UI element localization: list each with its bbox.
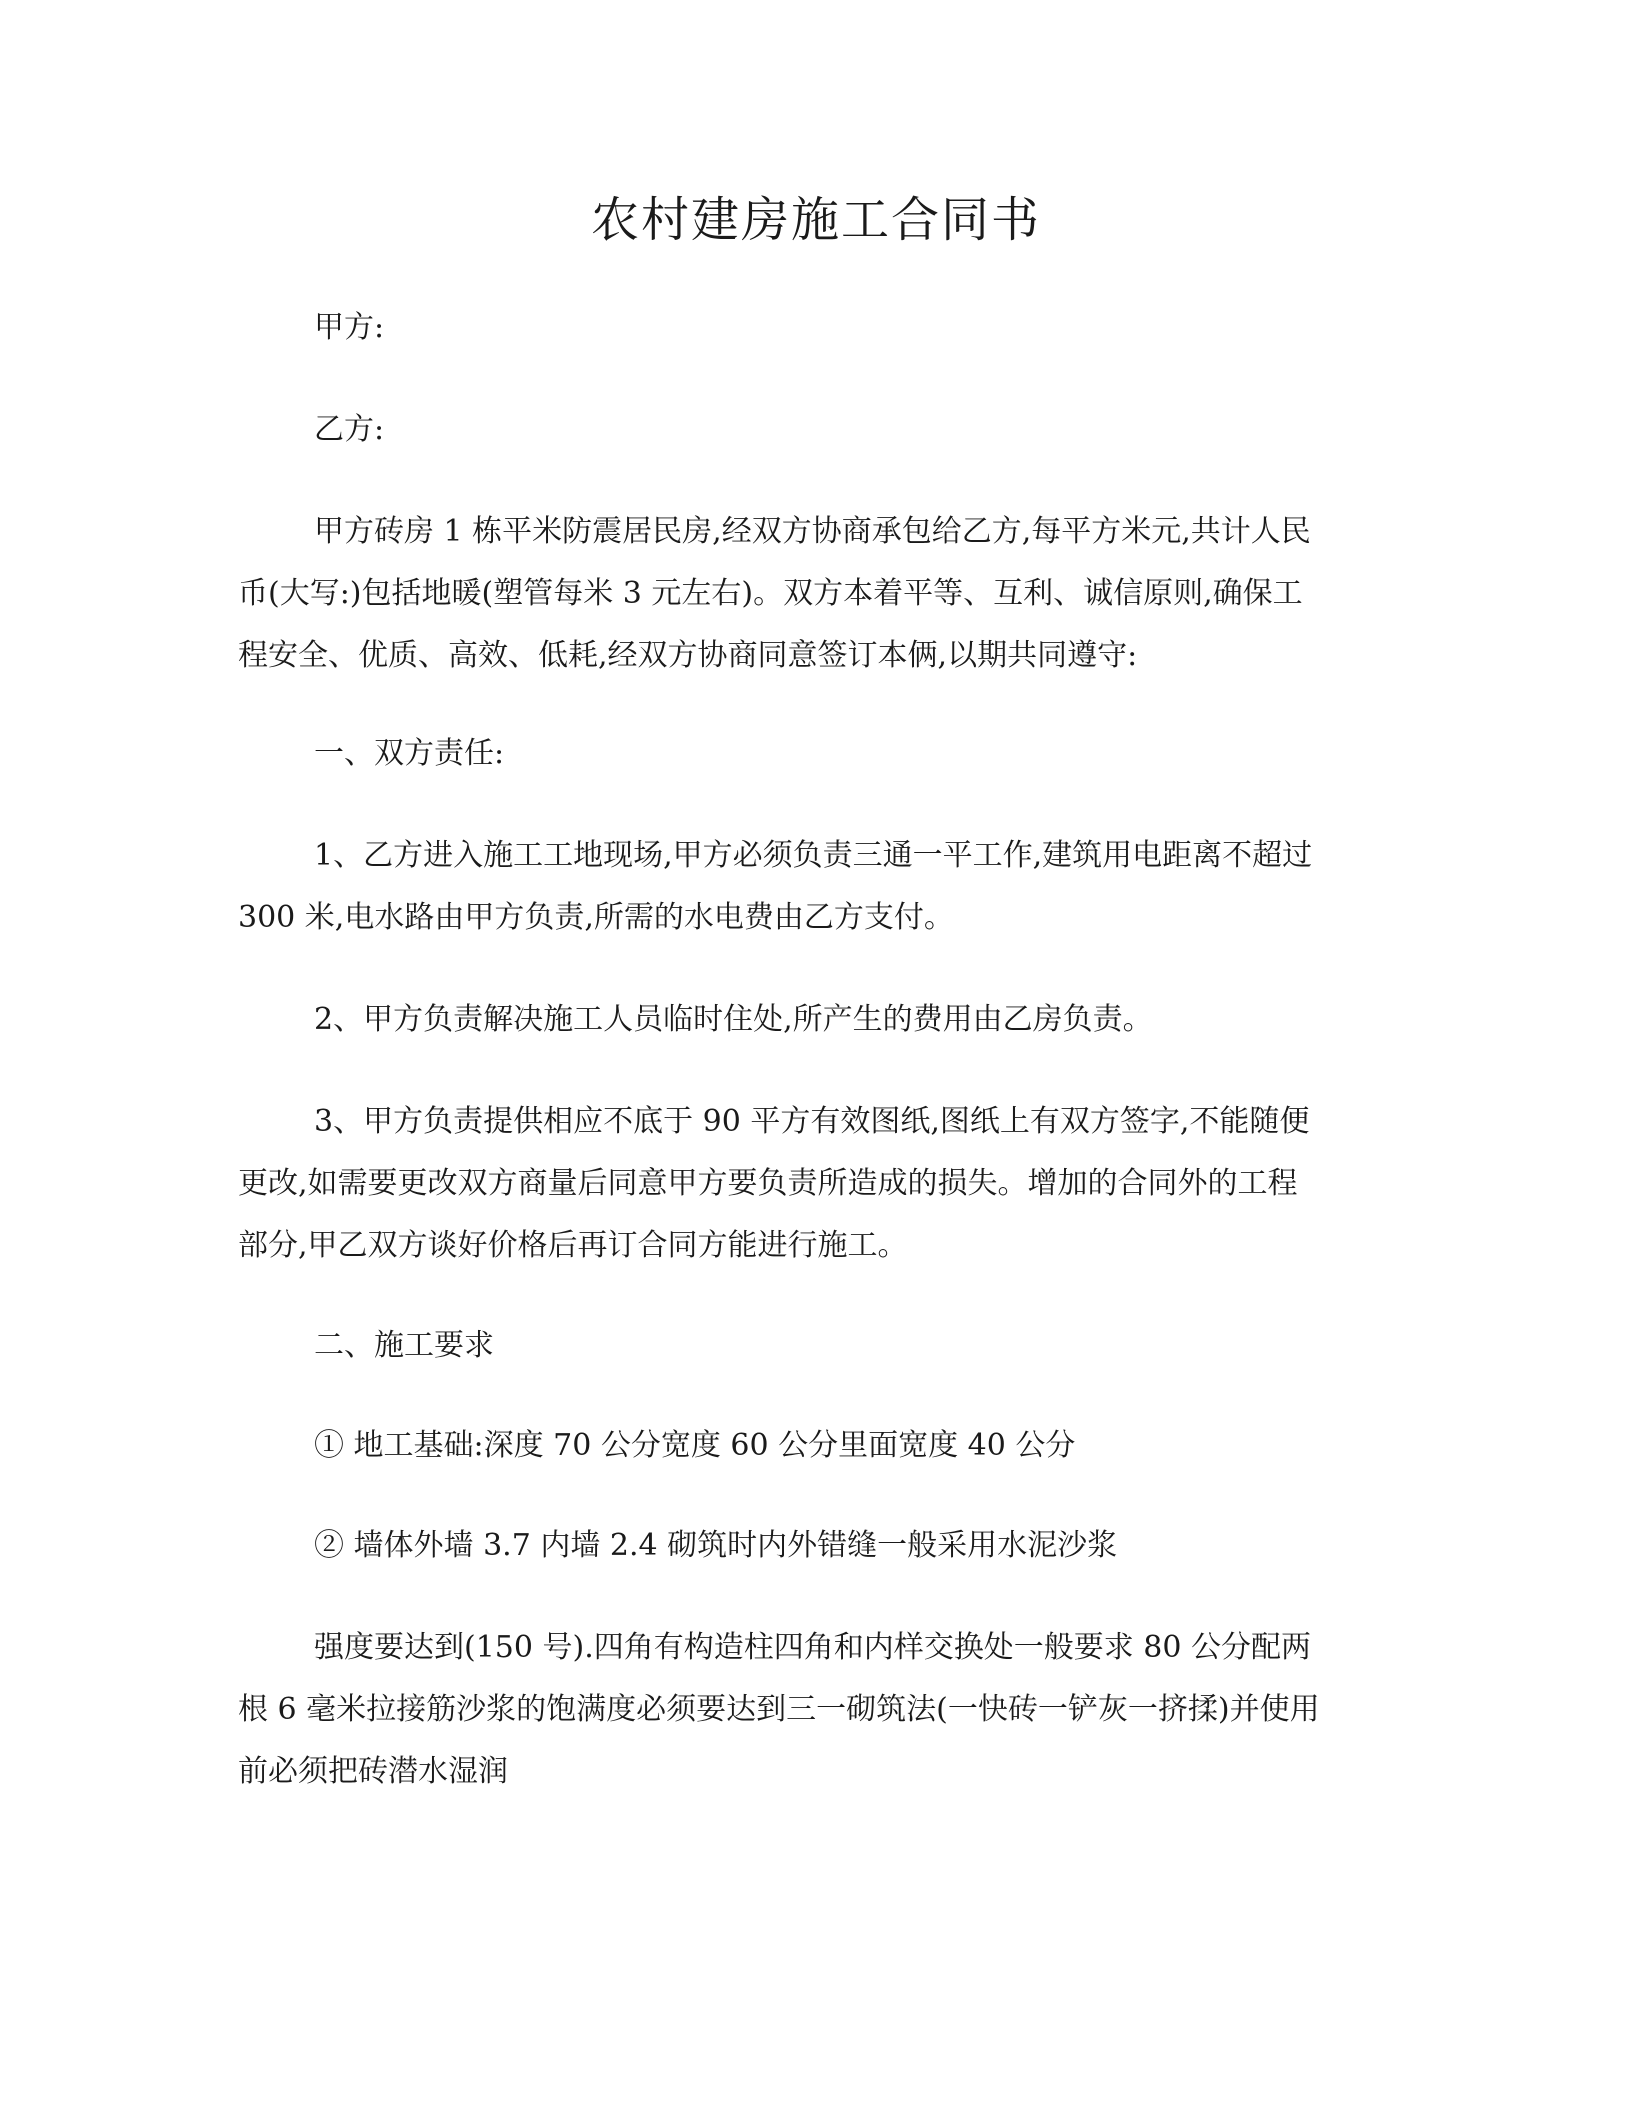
clause-3-line: 部分,甲乙双方谈好价格后再订合同方能进行施工。 [238, 1228, 908, 1263]
strength-line: 前必须把砖潜水湿润 [238, 1754, 508, 1789]
document-title: 农村建房施工合同书 [590, 192, 1041, 248]
strength-line: 根 6 毫米拉接筋沙浆的饱满度必须要达到三一砌筑法(一快砖一铲灰一挤揉)并使用 [238, 1692, 1320, 1727]
party-b-label: 乙方: [314, 412, 385, 447]
section-heading-responsibilities: 一、双方责任: [314, 736, 505, 771]
clause-3-line: 更改,如需要更改双方商量后同意甲方要负责所造成的损失。增加的合同外的工程 [238, 1166, 1298, 1201]
clause-2-line: 2、甲方负责解决施工人员临时住处,所产生的费用由乙房负责。 [314, 1002, 1153, 1037]
intro-line: 币(大写:)包括地暖(塑管每米 3 元左右)。双方本着平等、互利、诚信原则,确保工 [238, 576, 1303, 611]
requirement-walls: ② 墙体外墙 3.7 内墙 2.4 砌筑时内外错缝一般采用水泥沙浆 [314, 1528, 1118, 1563]
strength-line: 强度要达到(150 号).四角有构造柱四角和内样交换处一般要求 80 公分配两 [314, 1630, 1311, 1665]
clause-3-line: 3、甲方负责提供相应不底于 90 平方有效图纸,图纸上有双方签字,不能随便 [314, 1104, 1310, 1139]
section-heading-construction: 二、施工要求 [314, 1328, 494, 1363]
clause-1-line: 300 米,电水路由甲方负责,所需的水电费由乙方支付。 [238, 900, 954, 935]
intro-line: 甲方砖房 1 栋平米防震居民房,经双方协商承包给乙方,每平方米元,共计人民 [314, 514, 1311, 549]
party-a-label: 甲方: [314, 310, 385, 345]
requirement-foundation: ① 地工基础:深度 70 公分宽度 60 公分里面宽度 40 公分 [314, 1428, 1076, 1463]
intro-line: 程安全、优质、高效、低耗,经双方协商同意签订本俩,以期共同遵守: [238, 638, 1138, 673]
clause-1-line: 1、乙方进入施工工地现场,甲方必须负责三通一平工作,建筑用电距离不超过 [314, 838, 1313, 873]
